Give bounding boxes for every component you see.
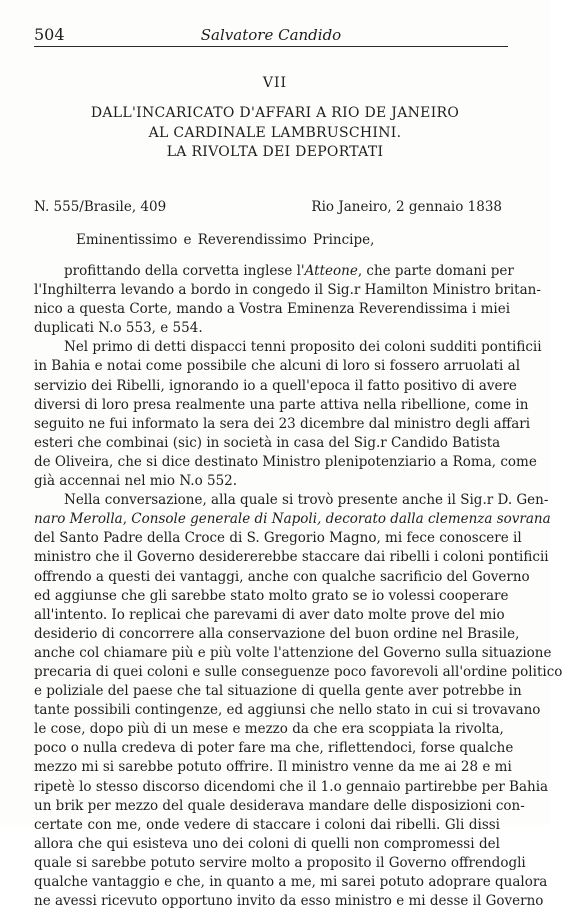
text-line: esteri che combinai (sic) in società in casa del Sig.r Candido Batista	[34, 434, 501, 451]
text-line: tante possibili contingenze, ed aggiunsi che nello stato in cui si trovavano	[34, 702, 541, 719]
text-line: desiderio di concorrere alla conservazione del buon ordine nel Brasile,	[34, 625, 520, 642]
text-line: duplicati N.o 553, e 554.	[34, 320, 203, 337]
running-header	[34, 22, 508, 47]
text-line: profittando della corvetta inglese l'Atteone, che parte domani per	[64, 263, 514, 279]
chapter-number: VII	[262, 75, 288, 91]
title-line: DALL'INCARICATO D'AFFARI A RIO DE JANEIRO	[90, 105, 460, 121]
text-line: diversi di loro presa realmente una parte attiva nella ribellione, come in	[34, 396, 529, 413]
place-and-date: Rio Janeiro, 2 gennaio 1838	[311, 199, 502, 215]
text-line: Nella conversazione, alla quale si trovò presente anche il Sig.r D. Gen-	[64, 492, 549, 509]
document-reference: N. 555/Brasile, 409	[34, 199, 167, 215]
text-line: le cose, dopo più di un mese e mezzo da che era scoppiata la rivolta,	[34, 721, 504, 738]
running-author: Salvatore Candido	[200, 26, 342, 44]
text-line: nico a questa Corte, mando a Vostra Eminenza Reverendissima i miei	[34, 301, 511, 318]
text-line: Nel primo di detti dispacci tenni proposito dei coloni sudditi pontificii	[64, 339, 542, 356]
text-line: quale si sarebbe potuto servire molto a proposito il Governo offrendogli	[34, 854, 526, 871]
text-line: anche col chiamare più e più volte l'attenzione del Governo sulla situazione	[34, 644, 552, 661]
text-line: mezzo mi si sarebbe potuto offrire. Il ministro venne da me ai 28 e mi	[34, 759, 512, 776]
text-line: un brik per mezzo del quale desiderava mandare delle disposizioni con-	[34, 797, 525, 814]
page-number: 504	[34, 25, 65, 44]
text-line: ed aggiunse che gli sarebbe stato molto grato se io volessi cooperare	[34, 587, 509, 604]
text-line: de Oliveira, che si dice destinato Ministro plenipotenziario a Roma, come	[34, 453, 537, 470]
title-line: AL CARDINALE LAMBRUSCHINI.	[148, 124, 402, 141]
text-line: certate con me, onde vedere di staccare i coloni dai ribelli. Gli dissi	[34, 816, 500, 833]
text-line: e poliziale del paese che tal situazione di quella gente aver potrebbe in	[34, 683, 522, 700]
salutation: Eminentissimo e Reverendissimo Principe,	[76, 232, 375, 248]
text-line: qualche vantaggio e che, in quanto a me, mi sarei potuto adoprare qualora	[34, 874, 548, 890]
text-line: precaria di quei coloni e sulle conseguenze poco favorevoli all'ordine politico	[34, 663, 562, 680]
chapter-title	[40, 104, 510, 163]
text-line: offrendo a questi dei vantaggi, anche con qualche sacrificio del Governo	[34, 568, 530, 585]
text-line: ripetè lo stesso discorso dicendomi che il 1.o gennaio partirebbe per Bahia	[34, 778, 549, 795]
text-line: ne avessi ricevuto opportuno invito da esso ministro e mi desse il Governo	[34, 893, 544, 910]
text-line: in Bahia e notai come possibile che alcuni di loro si fossero arruolati al	[34, 358, 521, 375]
text-line: seguito ne fui informato la sera dei 23 dicembre dal ministro degli affari	[34, 415, 531, 432]
text-line: poco o nulla credeva di poter fare ma che, riflettendoci, forse qualche	[34, 740, 514, 757]
text-line: allora che qui esisteva uno dei coloni di quelli non compromessi del	[34, 835, 500, 852]
title-line: LA RIVOLTA DEI DEPORTATI	[166, 144, 384, 160]
ship-name: Atteone	[304, 263, 358, 279]
text-line: già accennai nel mio N.o 552.	[34, 473, 238, 490]
text-line: naro Merolla, Console generale di Napoli, decorato dalla clemenza sovrana	[34, 511, 551, 528]
text-line: del Santo Padre della Croce di S. Gregorio Magno, mi fece conoscere il	[34, 530, 522, 547]
letter-body	[34, 262, 562, 911]
text-line: servizio dei Ribelli, ignorando io a quell'epoca il fatto positivo di avere	[34, 377, 517, 394]
text-line: all'intento. Io replicai che parevami di aver dato molte prove del mio	[34, 606, 505, 623]
text-line: ministro che il Governo desidererebbe staccare dai ribelli i coloni pontificii	[34, 549, 549, 566]
text-line: l'Inghilterra levando a bordo in congedo il Sig.r Hamilton Ministro britan-	[34, 282, 541, 299]
